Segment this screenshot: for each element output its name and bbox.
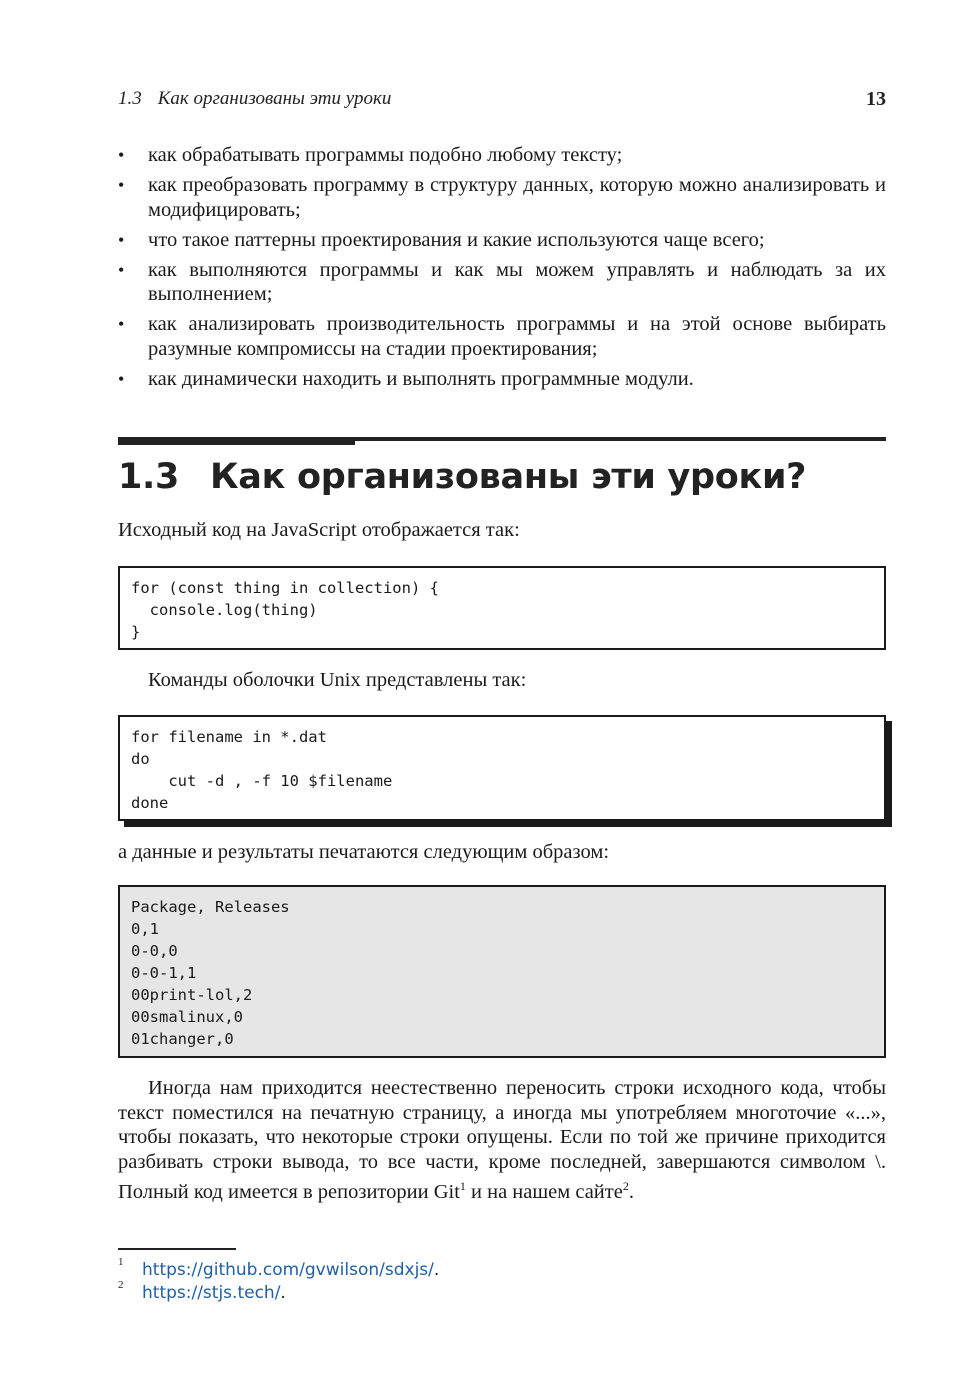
js-intro-text: Исходный код на JavaScript отображается так: <box>118 519 520 541</box>
bullet-icon: • <box>118 229 125 250</box>
list-item-text: как обрабатывать программы подобно любому тексту; <box>148 144 623 166</box>
section-divider <box>118 437 886 441</box>
running-header-title <box>118 88 391 110</box>
bullet-icon: • <box>118 259 125 280</box>
list-item-text: как преобразовать программу в структуру данных, которую можно анализировать и модифицировать; <box>148 174 886 221</box>
footnote-mark: 2 <box>118 1279 124 1291</box>
section-divider-accent <box>118 437 355 445</box>
list-item <box>118 228 886 253</box>
running-header-section-number: 1.3 <box>118 88 142 109</box>
list-item-text: как выполняются программы и как мы можем управлять и наблюдать за их выполнением; <box>148 258 886 305</box>
footnote-ref-1: 1 <box>459 1179 466 1193</box>
footnote-mark: 1 <box>118 1256 124 1268</box>
bullet-icon: • <box>118 368 125 389</box>
section-heading-number: 1.3 <box>118 457 180 497</box>
list-item <box>118 367 886 392</box>
closing-paragraph <box>118 1076 886 1204</box>
section-heading <box>118 457 886 497</box>
list-item-text: как анализировать производительность программы и на этой основе выбирать разумные компромиссы на стадии проектирования; <box>148 313 886 360</box>
list-item-text: как динамически находить и выполнять программные модули. <box>148 367 694 390</box>
list-item <box>118 258 886 307</box>
bullet-icon: • <box>118 175 125 195</box>
closing-text-3: . <box>628 1180 634 1203</box>
bullet-icon: • <box>118 145 125 165</box>
list-item <box>118 173 886 222</box>
footnote-divider <box>118 1248 236 1250</box>
shell-intro-text: Команды оболочки Unix представлены так: <box>148 669 527 691</box>
list-item <box>118 312 886 361</box>
page-number: 13 <box>866 88 886 110</box>
javascript-code-block: for (const thing in collection) { console.log(thing) } <box>118 566 886 650</box>
running-header-section-title: Как организованы эти уроки <box>157 88 392 109</box>
bullet-list <box>118 143 886 397</box>
footnote-suffix: . <box>280 1283 286 1303</box>
bullet-icon: • <box>118 314 125 334</box>
footnote-suffix: . <box>433 1260 440 1280</box>
footnote-link-github[interactable]: https://github.com/gvwilson/sdxjs/ <box>142 1260 434 1280</box>
closing-text-2: и на нашем сайте <box>465 1180 623 1203</box>
section-heading-title: Как организованы эти уроки? <box>210 457 807 497</box>
closing-text: Иногда нам приходится неестественно переносить строки исходного кода, чтобы текст поместился на печатную страницу, а иногда мы употребляем многоточие «...», чтобы показать, что некоторые строки опущены. Если по той же причине приходится разбивать строки вывода, то все части, кроме последней, завершаются символом \. Полный код имеется в репозитории Git <box>118 1077 886 1203</box>
shell-code-block: for filename in *.dat do cut -d , -f 10 $filename done <box>118 715 886 821</box>
footnote-ref-2: 2 <box>622 1179 629 1193</box>
footnote-link-site[interactable]: https://stjs.tech/ <box>142 1283 281 1303</box>
output-block: Package, Releases 0,1 0-0,0 0-0-1,1 00print-lol,2 00smalinux,0 01changer,0 <box>118 885 886 1058</box>
output-intro-text: а данные и результаты печатаются следующим образом: <box>118 841 610 863</box>
list-item <box>118 143 886 168</box>
running-header <box>118 88 886 112</box>
list-item-text: что такое паттерны проектирования и какие используются чаще всего; <box>148 228 765 251</box>
